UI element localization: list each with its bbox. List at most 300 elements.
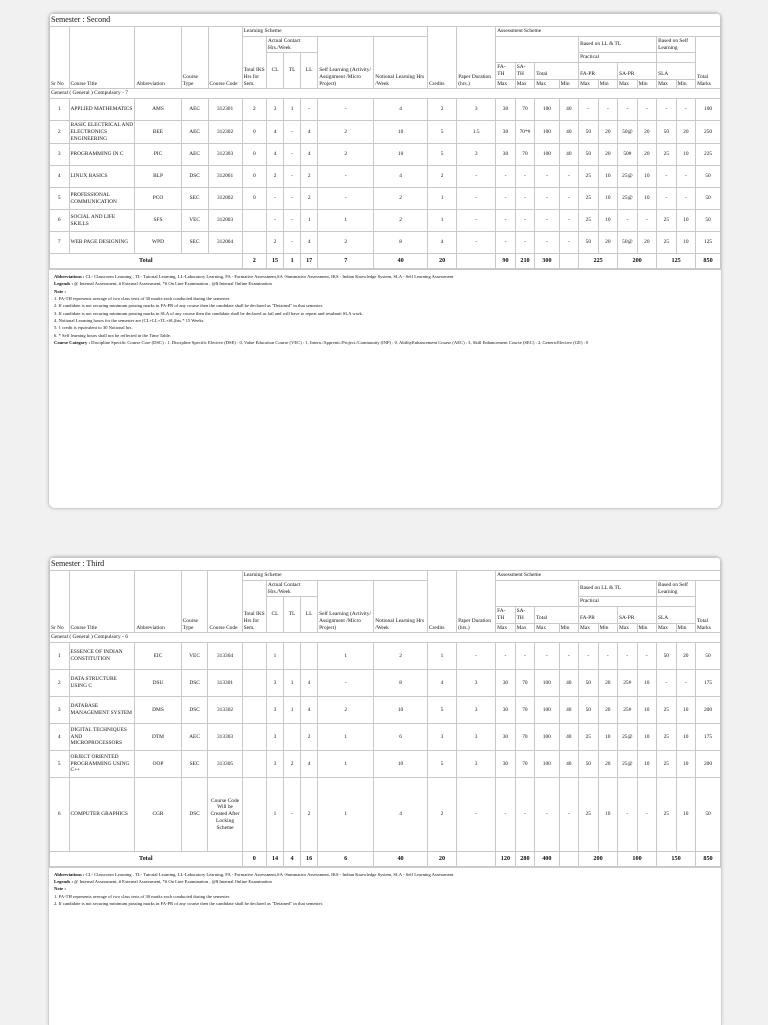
cell-total: - (535, 778, 559, 852)
cell-credits: 5 (427, 751, 456, 778)
total-sath: 280 (515, 852, 535, 867)
cell-paper: 3 (457, 697, 496, 724)
cell-sath: 70 (515, 697, 535, 724)
cell-total: 100 (535, 121, 559, 144)
cell-tl: - (284, 144, 301, 166)
header-course-type: Course Type (181, 571, 208, 633)
cell-title: DIGITAL TECHNIQUES AND MICROPROCESSORS (69, 724, 135, 751)
total-total: 300 (535, 254, 559, 269)
cell-faprmin: 20 (598, 144, 618, 166)
cell-min: - (559, 232, 579, 254)
cell-credits: 1 (427, 188, 456, 210)
note-line (54, 273, 716, 280)
cell-total: - (535, 210, 559, 232)
cell-abbr: DTM (135, 724, 181, 751)
cell-min: 40 (559, 751, 579, 778)
cell-slamax: 50 (657, 121, 677, 144)
header-based-ll-tl: Based on LL & TL (579, 580, 657, 597)
cell-sr: 4 (50, 166, 70, 188)
cell-ll: 4 (301, 697, 318, 724)
header-max: Max (535, 623, 559, 633)
cell-saprmax: 25@ (618, 724, 638, 751)
note-line (54, 288, 716, 295)
cell-slamax: - (657, 188, 677, 210)
cell-code: 312003 (208, 210, 242, 232)
note-line (54, 339, 716, 346)
cell-title: LINUX BASICS (69, 166, 135, 188)
semester-title: Semester : Third (50, 558, 721, 571)
cell-slamin: - (676, 166, 696, 188)
cell-paper: 3 (457, 724, 496, 751)
header-abbreviation: Abbreviation (135, 571, 181, 633)
cell-cl: 3 (266, 724, 283, 751)
header-theory-total: Total (535, 63, 579, 80)
cell-faprmin: 10 (598, 778, 618, 852)
header-max: Max (515, 79, 535, 89)
cell-tl: - (284, 121, 301, 144)
total-label: Total (50, 852, 243, 867)
cell-slamax: - (657, 166, 677, 188)
cell-saprmax: 25@ (618, 188, 638, 210)
cell-ll (301, 643, 318, 670)
cell-iks: 0 (242, 188, 266, 210)
cell-marks: 50 (696, 778, 721, 852)
header-max: Max (618, 79, 638, 89)
cell-title: WEB PAGE DESIGNING (69, 232, 135, 254)
cell-title: DATABASE MANAGEMENT SYSTEM (69, 697, 135, 724)
total-min (559, 852, 579, 867)
cell-abbr: BEE (135, 121, 181, 144)
cell-slamax: 25 (657, 724, 677, 751)
cell-sath: 70 (515, 99, 535, 121)
total-sl: 7 (318, 254, 374, 269)
cell-code: 313302 (208, 697, 242, 724)
cell-slamax: 25 (657, 778, 677, 852)
cell-paper: - (457, 210, 496, 232)
cell-saprmax: - (618, 643, 638, 670)
cell-saprmin: - (637, 99, 657, 121)
cell-credits: 2 (427, 99, 456, 121)
cell-faprmin: 10 (598, 166, 618, 188)
cell-fath: 30 (496, 144, 516, 166)
total-total: 400 (535, 852, 559, 867)
note-text: CL- Classroom Learning , TL- Tutorial Learning, LL-Laboratory Learning, FA - Formative Assessment,SA -Summative Assessment, IKS - Indian Knowledge System, SLA - Self Learning Assessment (84, 274, 454, 279)
cell-sath: - (515, 210, 535, 232)
cell-paper: - (457, 188, 496, 210)
cell-sr: 7 (50, 232, 70, 254)
cell-slamin: - (676, 99, 696, 121)
cell-sl: 2 (318, 144, 374, 166)
cell-notional: 10 (374, 751, 428, 778)
note-line (54, 324, 716, 331)
cell-title: ESSENCE OF INDIAN CONSTITUTION (69, 643, 135, 670)
cell-sl: - (318, 670, 374, 697)
cell-type: DSC (181, 778, 208, 852)
cell-code: 313301 (208, 670, 242, 697)
header-sr-no: Sr No (50, 571, 70, 633)
cell-faprmax: - (579, 643, 599, 670)
cell-sath: - (515, 778, 535, 852)
cell-faprmin: - (598, 643, 618, 670)
cell-min: 40 (559, 144, 579, 166)
cell-sr: 3 (50, 144, 70, 166)
header-max: Max (496, 623, 516, 633)
header-min: Min (637, 79, 657, 89)
cell-code: 313304 (208, 643, 242, 670)
header-notional: Notional Learning Hrs /Week (374, 36, 428, 89)
cell-total: - (535, 232, 559, 254)
cell-faprmin: 20 (598, 121, 618, 144)
total-row (50, 254, 721, 269)
cell-credits: 4 (427, 670, 456, 697)
cell-sath: - (515, 166, 535, 188)
cell-abbr: SFS (135, 210, 181, 232)
note-line (54, 302, 716, 309)
cell-tl (284, 724, 301, 751)
cell-marks: 175 (696, 724, 721, 751)
cell-fath: 30 (496, 751, 516, 778)
header-max: Max (657, 79, 677, 89)
cell-credits: 3 (427, 724, 456, 751)
cell-saprmin: - (637, 778, 657, 852)
note-text: 1. FA-TH represents average of two class tests of 30 marks each conducted during the semester. (54, 893, 231, 899)
cell-saprmax: - (618, 778, 638, 852)
header-notional: Notional Learning Hrs /Week (374, 580, 428, 633)
header-min: Min (598, 623, 618, 633)
total-notional: 40 (374, 254, 428, 269)
cell-ll: 4 (301, 121, 318, 144)
cell-cl: 3 (266, 670, 283, 697)
cell-sr: 5 (50, 751, 70, 778)
cell-iks (242, 751, 266, 778)
cell-abbr: DMS (135, 697, 181, 724)
header-ll: LL (301, 597, 318, 633)
cell-sl: 1 (318, 643, 374, 670)
cell-sl: 1 (318, 724, 374, 751)
header-credits: Credits (427, 27, 456, 89)
cell-code: 312301 (208, 99, 242, 121)
cell-tl: - (284, 188, 301, 210)
cell-saprmax: - (618, 210, 638, 232)
note-line (54, 280, 716, 287)
total-fath: 90 (496, 254, 516, 269)
course-row (50, 751, 721, 778)
cell-slamax: - (657, 670, 677, 697)
course-row (50, 232, 721, 254)
total-credits: 20 (427, 254, 456, 269)
cell-abbr: OOP (135, 751, 181, 778)
cell-saprmin: 10 (637, 166, 657, 188)
semester-second-sheet (48, 12, 722, 509)
cell-abbr: DSU (135, 670, 181, 697)
note-text: 1. FA-TH represents average of two class tests of 30 marks each conducted during the semester. (54, 296, 231, 302)
cell-notional: 4 (374, 99, 428, 121)
note-line (54, 893, 716, 900)
cell-title: COMPUTER GRAPHICS (69, 778, 135, 852)
cell-tl: - (284, 166, 301, 188)
cell-paper: 3 (457, 144, 496, 166)
cell-min: 40 (559, 724, 579, 751)
cell-faprmax: 25 (579, 166, 599, 188)
header-self-learning: Self Learning (Activity/ Assignment /Micro Project) (318, 36, 374, 89)
cell-notional: 4 (374, 166, 428, 188)
header-max: Max (496, 79, 516, 89)
note-line (54, 871, 716, 878)
cell-saprmax: 25# (618, 670, 638, 697)
cell-sl: 2 (318, 121, 374, 144)
header-theory-spacer (496, 580, 579, 606)
cell-ll: 2 (301, 724, 318, 751)
cell-cl: 3 (266, 751, 283, 778)
cell-iks: 0 (242, 144, 266, 166)
cell-saprmax: - (618, 99, 638, 121)
cell-type: SEC (181, 751, 208, 778)
cell-abbr: PCO (135, 188, 181, 210)
cell-min: - (559, 166, 579, 188)
cell-ll: 2 (301, 778, 318, 852)
course-row (50, 188, 721, 210)
cell-title: PROFESSIONAL COMMUNICATION (69, 188, 135, 210)
cell-min: - (559, 210, 579, 232)
cell-marks: 125 (696, 232, 721, 254)
cell-sl: - (318, 188, 374, 210)
cell-faprmax: 25 (579, 778, 599, 852)
header-practical: Practical (579, 53, 657, 63)
cell-fath: - (496, 643, 516, 670)
cell-sr: 6 (50, 778, 70, 852)
cell-notional: 8 (374, 670, 428, 697)
header-actual-contact: Actual Contact Hrs./Week (267, 36, 318, 53)
cell-total: 100 (535, 751, 559, 778)
header-self-learning-col (657, 53, 696, 63)
cell-sl: 1 (318, 210, 374, 232)
header-based-self: Based on Self Learning (657, 36, 696, 53)
header-sa-pr: SA-PR (618, 63, 657, 80)
header-tl: TL (284, 597, 301, 633)
cell-total: 100 (535, 99, 559, 121)
cell-ll: - (301, 99, 318, 121)
cell-notional: 2 (374, 643, 428, 670)
cell-code: 312303 (208, 144, 242, 166)
cell-faprmax: 50 (579, 670, 599, 697)
note-label: Course Category : (54, 340, 90, 346)
cell-cl: 3 (267, 99, 284, 121)
header-fa-th: FA- TH (496, 607, 516, 624)
cell-slamin: 10 (676, 778, 696, 852)
header-actual-contact: Actual Contact Hrs./Week (266, 580, 317, 597)
cell-fath: - (496, 210, 516, 232)
note-text: 2. If candidate is not securing minimum passing marks in FA-PR of any course then the candidate shall be declared as "Detained" in that semester. (54, 303, 324, 309)
total-sl: 6 (318, 852, 374, 867)
cell-cl: 1 (266, 643, 283, 670)
cell-total: - (535, 166, 559, 188)
cell-code: 312002 (208, 188, 242, 210)
cell-title: SOCIAL AND LIFE SKILLS (69, 210, 135, 232)
cell-sr: 2 (50, 121, 70, 144)
total-label: Total (50, 254, 243, 269)
cell-type: VEC (181, 210, 208, 232)
cell-saprmin: 10 (637, 724, 657, 751)
cell-iks (242, 232, 266, 254)
cell-marks: 50 (696, 166, 721, 188)
cell-sath: 70 (515, 751, 535, 778)
cell-sr: 1 (50, 643, 70, 670)
cell-iks (242, 210, 266, 232)
cell-notional: 2 (374, 188, 428, 210)
total-sapr: 100 (618, 852, 657, 867)
header-total-marks: Total Marks (696, 36, 721, 89)
cell-type: AEC (181, 121, 208, 144)
cell-type: SEC (181, 232, 208, 254)
header-min: Min (559, 623, 579, 633)
header-ll: LL (301, 53, 318, 89)
cell-fath: - (496, 778, 516, 852)
cell-fath: - (496, 188, 516, 210)
note-line (54, 878, 716, 885)
cell-faprmax: 50 (579, 144, 599, 166)
cell-sath: - (515, 188, 535, 210)
cell-saprmin: 10 (637, 751, 657, 778)
cell-faprmin: 20 (598, 751, 618, 778)
cell-tl: - (284, 778, 301, 852)
header-min: Min (676, 623, 696, 633)
cell-faprmax: 25 (579, 188, 599, 210)
course-category-row: General ( General ) Compulsory - 6 (50, 633, 721, 643)
cell-title: APPLIED MATHEMATICS (69, 99, 135, 121)
total-fapr: 225 (579, 254, 618, 269)
course-row (50, 724, 721, 751)
cell-code: Course Code Will be Created After Locking Scheme (208, 778, 242, 852)
cell-type: DSC (181, 697, 208, 724)
cell-type: SEC (181, 188, 208, 210)
cell-title: PROGRAMMING IN C (69, 144, 135, 166)
cell-iks: 2 (242, 99, 266, 121)
cell-slamin: 10 (676, 232, 696, 254)
header-sla: SLA (657, 607, 696, 624)
cell-type: AEC (181, 724, 208, 751)
header-course-title: Course Title (69, 571, 135, 633)
cell-credits: 2 (427, 778, 456, 852)
cell-ll: 4 (301, 670, 318, 697)
total-paper (457, 852, 496, 867)
cell-marks: 250 (696, 121, 721, 144)
cell-slamin: 10 (676, 697, 696, 724)
cell-slamin: 10 (676, 751, 696, 778)
cell-faprmax: 50 (579, 232, 599, 254)
cell-paper: 3 (457, 670, 496, 697)
header-sa-th: SA- TH (515, 63, 535, 80)
cell-cl: 3 (266, 697, 283, 724)
cell-sath: 70 (515, 144, 535, 166)
cell-marks: 200 (696, 697, 721, 724)
cell-tl: 2 (284, 751, 301, 778)
cell-type: DSC (181, 670, 208, 697)
cell-sl: 2 (318, 232, 374, 254)
header-min: Min (598, 79, 618, 89)
header-max: Max (535, 79, 559, 89)
cell-type: AEC (181, 99, 208, 121)
cell-credits: 5 (427, 697, 456, 724)
cell-min: - (559, 643, 579, 670)
header-total-iks: Total IKS Hrs for Sem. (242, 580, 266, 633)
header-sa-pr: SA-PR (618, 607, 657, 624)
cell-saprmin: - (637, 643, 657, 670)
cell-title: DATA STRUCTURE USING C (69, 670, 135, 697)
cell-abbr: BLP (135, 166, 181, 188)
header-learning-scheme: Learning Scheme (242, 27, 427, 37)
cell-faprmax: 50 (579, 121, 599, 144)
cell-tl: - (284, 210, 301, 232)
cell-fath: 30 (496, 724, 516, 751)
cell-slamin: 10 (676, 724, 696, 751)
cell-notional: 2 (374, 210, 428, 232)
cell-tl: 1 (284, 670, 301, 697)
header-learning-scheme: Learning Scheme (242, 571, 427, 581)
header-max: Max (657, 623, 677, 633)
total-ll: 17 (301, 254, 318, 269)
cell-faprmax: 25 (579, 724, 599, 751)
cell-type: VEC (181, 643, 208, 670)
cell-iks (242, 697, 266, 724)
cell-sath: 70 (515, 724, 535, 751)
note-line (54, 295, 716, 302)
total-sath: 210 (515, 254, 535, 269)
cell-ll: 4 (301, 232, 318, 254)
total-marks: 850 (696, 254, 721, 269)
header-max: Max (515, 623, 535, 633)
cell-min: 40 (559, 121, 579, 144)
cell-saprmin: 10 (637, 697, 657, 724)
cell-marks: 100 (696, 99, 721, 121)
header-course-type: Course Type (181, 27, 208, 89)
cell-tl: 1 (284, 697, 301, 724)
cell-type: DSC (181, 166, 208, 188)
course-row (50, 643, 721, 670)
cell-abbr: CGR (135, 778, 181, 852)
cell-code: 313303 (208, 724, 242, 751)
total-iks: 0 (242, 852, 266, 867)
cell-notional: 6 (374, 724, 428, 751)
course-row (50, 697, 721, 724)
course-row (50, 210, 721, 232)
cell-credits: 1 (427, 643, 456, 670)
cell-saprmin: 20 (637, 232, 657, 254)
cell-saprmin: - (637, 210, 657, 232)
header-credits: Credits (427, 571, 456, 633)
total-marks: 850 (696, 852, 721, 867)
cell-credits: 1 (427, 210, 456, 232)
header-cl: CL (266, 597, 283, 633)
cell-min: 40 (559, 670, 579, 697)
header-based-self: Based on Self Learning (657, 580, 696, 597)
cell-title: BASIC ELECTRICAL AND ELECTRONICS ENGINEERING (69, 121, 135, 144)
cell-notional: 10 (374, 144, 428, 166)
header-self-learning: Self Learning (Activity/ Assignment /Micro Project) (318, 580, 374, 633)
cell-cl: 4 (267, 121, 284, 144)
cell-sl: 2 (318, 697, 374, 724)
cell-saprmax: 25# (618, 697, 638, 724)
cell-sath: 70*# (515, 121, 535, 144)
header-total-iks: Total IKS Hrs for Sem. (242, 36, 266, 89)
course-row (50, 778, 721, 852)
header-course-code: Course Code (208, 571, 242, 633)
cell-faprmin: - (598, 99, 618, 121)
cell-sr: 6 (50, 210, 70, 232)
cell-abbr: EIC (135, 643, 181, 670)
header-assessment-scheme: Assessment Scheme (496, 27, 721, 37)
total-fath: 120 (496, 852, 516, 867)
cell-paper: - (457, 232, 496, 254)
